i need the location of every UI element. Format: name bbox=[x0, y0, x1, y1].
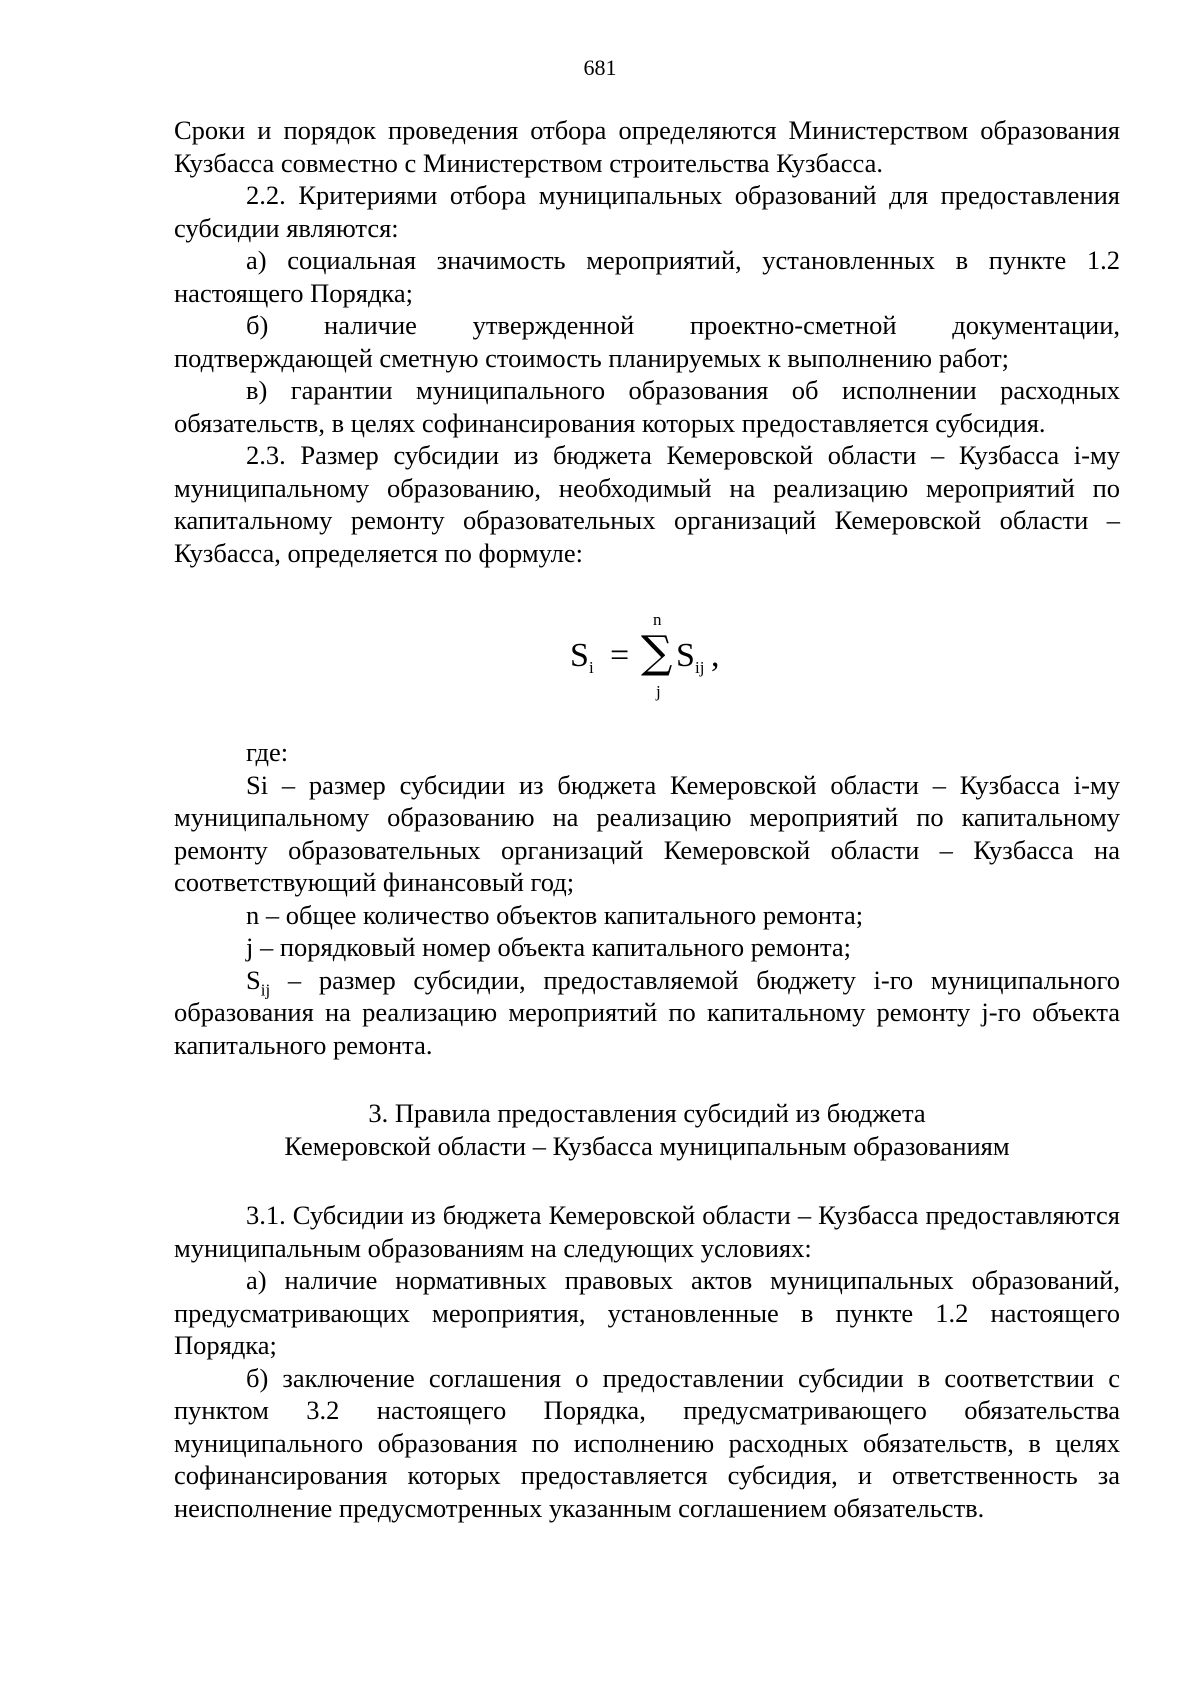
definition-j: j – порядковый номер объекта капитального ремонта; bbox=[246, 932, 852, 962]
definition-si: Si – размер субсидии из бюджета Кемеровской области – Кузбасса i-му муниципальному образованию на реализацию мероприятий по капитальному ремонту образовательных организаций Кемеровской области – Кузбасса на соответствующий финансовый год; bbox=[174, 769, 1120, 897]
criterion-c: в) гарантии муниципального образования об исполнении расходных обязательств, в целях софинансирования которых предоставляется субсидия. bbox=[174, 375, 1120, 438]
condition-a: а) наличие нормативных правовых актов муниципальных образований, предусматривающих мероприятия, установленные в пункте 1.2 настоящего Порядка; bbox=[174, 1265, 1120, 1360]
definitions-section bbox=[174, 736, 1120, 1061]
formula-equals: = bbox=[610, 637, 630, 674]
section-3-heading-line-1: 3. Правила предоставления субсидий из бюджета bbox=[368, 1098, 926, 1128]
criterion-b: б) наличие утвержденной проектно-сметной документации, подтверждающей сметную стоимость планируемых к выполнению работ; bbox=[174, 310, 1120, 373]
definition-n: n – общее количество объектов капитального ремонта; bbox=[246, 899, 864, 930]
formula-rhs-subscript: ij bbox=[695, 658, 705, 677]
subsidy-formula bbox=[570, 606, 760, 706]
condition-b: б) заключение соглашения о предоставлении субсидии в соответствии с пунктом 3.2 настоящего Порядка, предусматривающего обязательства муниципального образования по исполнению расходных обязательств, в целях софинансирования которых предоставляется субсидия, и ответственность за неисполнение предусмотренных указанным соглашением обязательств. bbox=[174, 1362, 1120, 1523]
page-number: 681 bbox=[583, 55, 617, 80]
sij-subscript: ij bbox=[260, 979, 271, 999]
criteria-section bbox=[174, 114, 1120, 569]
definitions-intro: где: bbox=[246, 737, 289, 767]
definition-sij bbox=[174, 964, 1120, 1062]
formula-comma: , bbox=[711, 637, 720, 674]
conditions-section bbox=[174, 1199, 1120, 1524]
section-3-heading-line-2: Кемеровской области – Кузбасса муниципальным образованиям bbox=[284, 1130, 1010, 1161]
criterion-a: а) социальная значимость мероприятий, установленных в пункте 1.2 настоящего Порядка; bbox=[174, 245, 1120, 308]
formula-rhs-symbol: S bbox=[676, 637, 695, 674]
formula-lhs-symbol: S bbox=[570, 637, 589, 674]
paragraph-2-3: 2.3. Размер субсидии из бюджета Кемеровской области – Кузбасса i-му муниципальному образованию, необходимый на реализацию мероприятий по капитальному ремонту образовательных организаций Кемеровской области – Кузбасса, определяется по формуле: bbox=[174, 440, 1120, 568]
selection-terms-paragraph: Сроки и порядок проведения отбора определяются Министерством образования Кузбасса совместно с Министерством строительства Кузбасса. bbox=[174, 115, 1120, 178]
sij-text: – размер субсидии, предоставляемой бюджету i-го муниципального образования на реализацию мероприятий по капитальному ремонту j-го объекта капитального ремонта. bbox=[174, 964, 1120, 1060]
formula-lhs-subscript: i bbox=[589, 658, 594, 677]
section-3-heading bbox=[174, 1097, 1120, 1162]
paragraph-2-2: 2.2. Критериями отбора муниципальных образований для предоставления субсидии являются: bbox=[174, 180, 1120, 243]
paragraph-3-1: 3.1. Субсидии из бюджета Кемеровской области – Кузбасса предоставляются муниципальным образованиям на следующих условиях: bbox=[174, 1200, 1120, 1263]
formula-sum-sign: ∑ bbox=[641, 627, 673, 678]
formula-upper-limit: n bbox=[653, 610, 662, 629]
sij-symbol: S bbox=[246, 964, 261, 995]
formula-lower-limit: j bbox=[656, 682, 661, 701]
